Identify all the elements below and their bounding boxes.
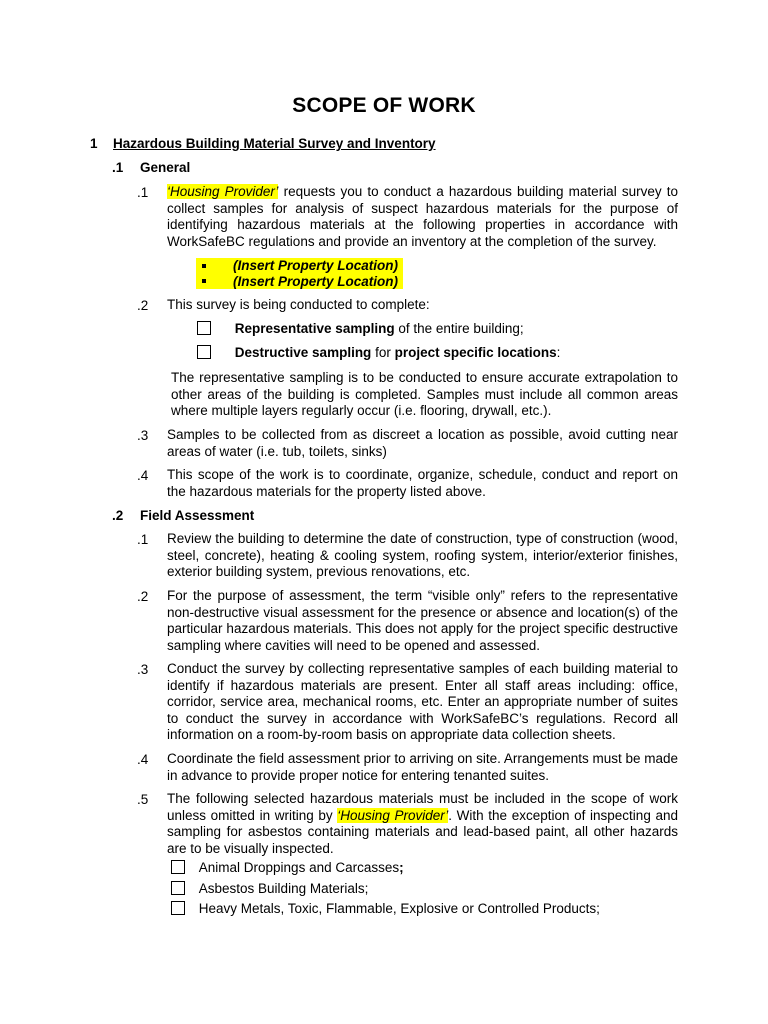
checkbox-label: : [556, 345, 561, 360]
paragraph-text: Coordinate the field assessment prior to arriving on site. Arrangements must be made in advance to provide proper notice for entering tenanted suites. [167, 751, 679, 783]
checkbox[interactable] [171, 881, 185, 895]
paragraph-text: This scope of the work is to coordinate, organize, schedule, conduct and report on the hazardous materials for the property listed above. [167, 467, 678, 499]
paragraph-text: For the purpose of assessment, the term “visible only” refers to the representative non-destructive visual assessment for the presence or absence and location(s) of the particular hazardous materials. This does not apply for the project specific destructive sampling where cavities will need to be opened and assessed. [167, 588, 678, 653]
property-location-list [196, 258, 403, 289]
checkbox-label: Asbestos Building Materials; [198, 881, 369, 896]
checkbox-label: of the entire building; [394, 321, 524, 336]
item-number: .5 [137, 792, 149, 807]
bullet-icon [202, 279, 206, 283]
checkbox-row [197, 321, 524, 337]
checkbox[interactable] [197, 345, 211, 359]
paragraph-text: requests you to conduct a hazardous building material survey to collect samples for analysis of suspect hazardous materials for the purpose of identifying hazardous materials at the following properties in accordance with WorkSafeBC regulations and provide an inventory at the completion of the survey. [167, 184, 678, 249]
paragraph-text: . With the exception of inspecting and sampling for asbestos containing materials and lead-based paint, all other hazards are to be visually inspected. [167, 807, 678, 856]
paragraph-text: This survey is being conducted to complete: [167, 297, 430, 312]
item-number: .4 [137, 468, 149, 483]
subsection-number: .2 [112, 508, 124, 523]
item-number: .4 [137, 752, 149, 767]
checkbox-label: for [371, 345, 395, 360]
item-number: .2 [137, 589, 149, 604]
checkbox[interactable] [171, 860, 185, 874]
highlight-text: ‘Housing Provider’ [167, 184, 279, 199]
checkbox-row [171, 901, 600, 917]
list-item [196, 258, 403, 274]
checkbox-label: Heavy Metals, Toxic, Flammable, Explosive or Controlled Products; [198, 901, 600, 916]
paragraph-text: Samples to be collected from as discreet a location as possible, avoid cutting near areas of water (i.e. tub, toilets, sinks) [167, 427, 678, 459]
checkbox-row [171, 881, 368, 897]
checkbox-label-bold: project specific locations [394, 345, 557, 360]
subsection-number: .1 [112, 160, 124, 175]
checkbox-label: Animal Droppings and Carcasses [198, 860, 400, 875]
paragraph-text: Review the building to determine the date of construction, type of construction (wood, steel, concrete), heating & cooling system, roofing system, interior/exterior finishes, exterior building system, previous renovations, etc. [167, 531, 678, 580]
checkbox-row [197, 345, 560, 361]
item-number: .3 [137, 662, 149, 677]
section-heading: Hazardous Building Material Survey and Inventory [113, 136, 436, 151]
checkbox-label-bold: Representative sampling [234, 321, 395, 336]
list-item-text: (Insert Property Location) [233, 258, 399, 273]
page-title: SCOPE OF WORK [292, 94, 476, 117]
checkbox-label-bold: Destructive sampling [234, 345, 372, 360]
checkbox-label-suffix: ; [399, 860, 404, 875]
item-number: .1 [137, 532, 149, 547]
item-number: .3 [137, 428, 149, 443]
paragraph-text: The representative sampling is to be conducted to ensure accurate extrapolation to other areas of the building is completed. Samples must include all common areas where multiple layers regularly occur (i.e. flooring, drywall, etc.). [171, 370, 678, 419]
highlight-text: ‘Housing Provider’ [337, 807, 449, 823]
item-number: .2 [137, 298, 149, 313]
paragraph-text: Conduct the survey by collecting representative samples of each building material to identify if hazardous materials are present. Enter all staff areas including: office, corridor, service area, mechanical rooms, etc. Enter an appropriate number of suites to conduct the survey in accordance with WorkSafeBC’s regulations. Record all information on a room-by-room basis on appropriate data collection sheets. [167, 661, 678, 743]
subsection-heading: General [140, 160, 191, 175]
paragraph [167, 184, 678, 250]
paragraph [167, 791, 678, 857]
list-item-text: (Insert Property Location) [233, 273, 399, 289]
checkbox-row [171, 860, 404, 876]
checkbox[interactable] [197, 321, 211, 335]
checkbox[interactable] [171, 901, 185, 915]
section-number: 1 [90, 136, 98, 151]
subsection-heading: Field Assessment [140, 508, 255, 523]
bullet-icon [202, 264, 206, 268]
list-item [196, 274, 403, 290]
item-number: .1 [137, 185, 149, 200]
paragraph-text: The following selected hazardous materials must be included in the scope of work unless omitted in writing by [167, 791, 678, 823]
